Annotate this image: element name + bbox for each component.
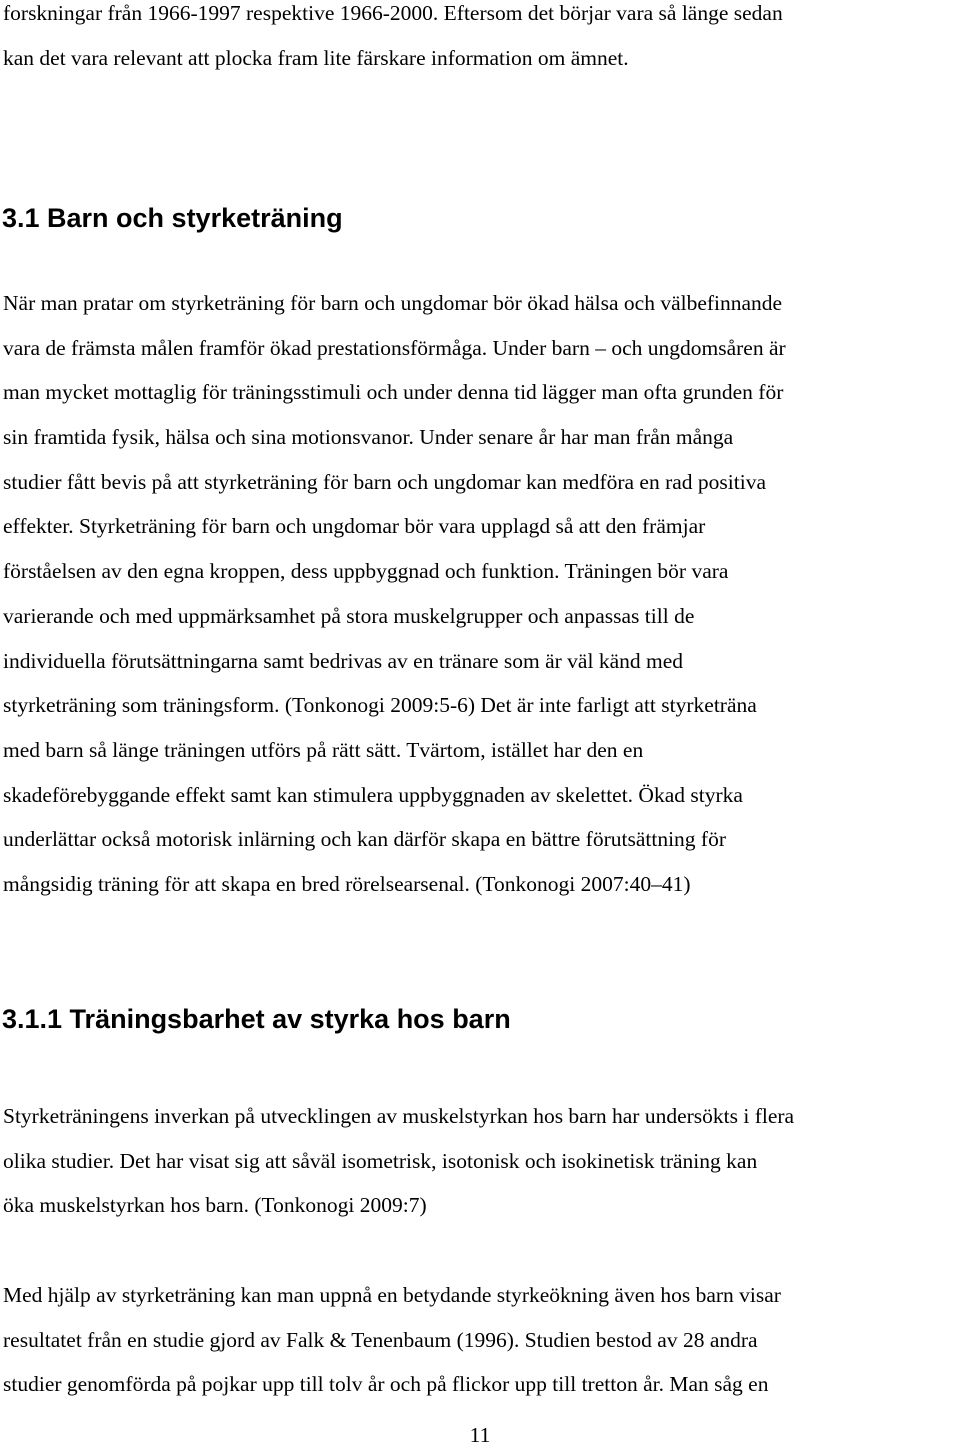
text-line: resultatet från en studie gjord av Falk & Tenenbaum (1996). Studien bestod av 28 andra [3, 1327, 758, 1352]
text-line: individuella förutsättningarna samt bedrivas av en tränare som är väl känd med [3, 648, 684, 673]
section-3-1-1-paragraph-2 [3, 1273, 958, 1407]
text-line: underlättar också motorisk inlärning och kan därför skapa en bättre förutsättning för [3, 827, 727, 852]
section-heading-3-1-1: 3.1.1 Träningsbarhet av styrka hos barn [2, 1004, 511, 1034]
text-line: sin framtida fysik, hälsa och sina motionsvanor. Under senare år har man från många [3, 425, 734, 450]
text-line: Med hjälp av styrketräning kan man uppnå en betydande styrkeökning även hos barn visar [3, 1283, 781, 1307]
text-line: skadeförebyggande effekt samt kan stimulera uppbyggnaden av skelettet. Ökad styrka [3, 782, 743, 807]
section-heading-3-1: 3.1 Barn och styrketräning [2, 203, 343, 233]
text-line: öka muskelstyrkan hos barn. (Tonkonogi 2009:7) [3, 1193, 427, 1218]
text-line: man mycket mottaglig för träningsstimuli och under denna tid lägger man ofta grunden för [3, 380, 784, 405]
page-number: 11 [469, 1423, 491, 1447]
text-line: mångsidig träning för att skapa en bred rörelsearsenal. (Tonkonogi 2007:40–41) [3, 871, 691, 896]
text-line: studier genomförda på pojkar upp till tolv år och på flickor upp till tretton år. Man såg en [3, 1372, 769, 1397]
text-line: studier fått bevis på att styrketräning för barn och ungdomar kan medföra en rad positiva [3, 469, 767, 494]
text-line: kan det vara relevant att plocka fram lite färskare information om ämnet. [3, 45, 629, 70]
section-3-1-paragraph [3, 281, 958, 907]
text-line: När man pratar om styrketräning för barn och ungdomar bör ökad hälsa och välbefinnande [3, 291, 783, 315]
text-line: styrketräning som träningsform. (Tonkonogi 2009:5-6) Det är inte farligt att styrketräna [3, 693, 757, 718]
text-line: vara de främsta målen framför ökad prestationsförmåga. Under barn – och ungdomsåren är [3, 335, 786, 360]
text-line: med barn så länge träningen utförs på rätt sätt. Tvärtom, istället har den en [3, 737, 644, 762]
intro-paragraph [3, 0, 958, 80]
text-line: effekter. Styrketräning för barn och ungdomar bör vara upplagd så att den främjar [3, 514, 706, 539]
text-line: olika studier. Det har visat sig att såväl isometrisk, isotonisk och isokinetisk träning kan [3, 1148, 758, 1173]
section-3-1-1-paragraph-1 [3, 1094, 958, 1228]
text-line: varierande och med uppmärksamhet på stora muskelgrupper och anpassas till de [3, 603, 695, 628]
text-line: forskningar från 1966-1997 respektive 1966-2000. Eftersom det börjar vara så länge sedan [3, 1, 783, 25]
text-line: förståelsen av den egna kroppen, dess uppbyggnad och funktion. Träningen bör vara [3, 559, 729, 584]
text-line: Styrketräningens inverkan på utvecklingen av muskelstyrkan hos barn har undersökts i flera [3, 1104, 795, 1128]
